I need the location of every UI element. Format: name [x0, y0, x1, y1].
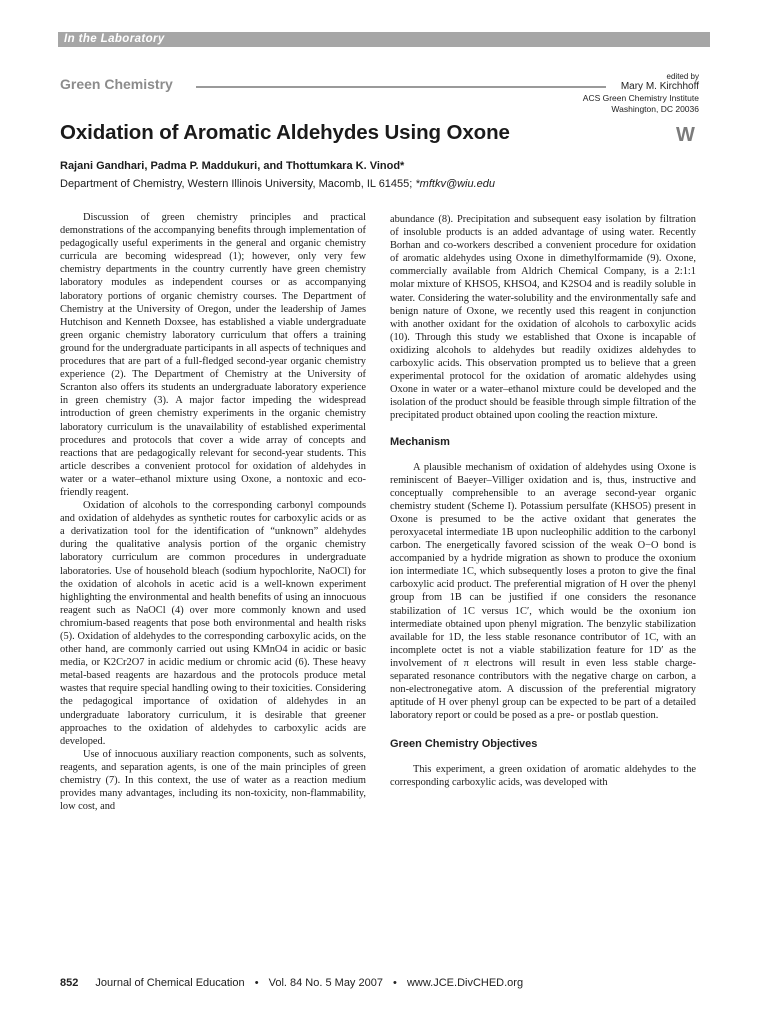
edited-by-label: edited by — [666, 72, 699, 81]
editor-location: Washington, DC 20036 — [611, 104, 699, 114]
page-number: 852 — [60, 977, 79, 989]
article-title: Oxidation of Aromatic Aldehydes Using Oxone — [60, 121, 510, 144]
footer-separator: • — [393, 977, 397, 989]
editor-block — [583, 72, 699, 115]
footer-separator: • — [254, 977, 259, 989]
body-paragraph: Discussion of green chemistry principles and practical demonstrations of the accompanying benefits through implementation of pedagogically useful experiments in the general and organic chemistry curricula are becoming widespread (1); however, only very few chemistry departments in the country currently have green chemistry laboratory modules as independent courses or as accompanying laboratory portions of organic chemistry courses. The Department of Chemistry at the University of Oregon, under the leadership of James Hutchison and Kenneth Doxsee, has established a viable undergraduate green organic chemistry laboratory curriculum that offers a training ground for the undergraduate participants in all aspects of techniques and procedures that are part of a full-fledged second-year organic chemistry experience (2). The Department of Chemistry at the University of Scranton also offers its students an undergraduate laboratory experience in green chemistry (3). A major factor impeding the widespread introduction of green chemistry experiments in the organic chemistry laboratory curriculum is the unavailability of established experimental procedures and protocols that cover a wide array of concepts and reactions that are pedagogically relevant for second-year students. This article describes a convenient protocol for oxidation of aldehydes in water or a water–ethanol mixture using Oxone, a nontoxic and eco-friendly reagent. — [60, 212, 366, 498]
body-paragraph: This experiment, a green oxidation of aromatic aldehydes to the corresponding carboxylic acids, was developed with — [390, 764, 696, 789]
section-header-bar — [58, 32, 710, 47]
journal-url[interactable]: www.JCE.DivCHED.org — [406, 977, 524, 989]
author-email: *mftkv@wiu.edu — [415, 178, 496, 190]
body-paragraph: Oxidation of alcohols to the corresponding carbonyl compounds and oxidation of aldehydes as synthetic routes for carboxylic acids or as a derivatization tool for the identification of “unknown” aldehydes during the qualitative analysis portion of the organic chemistry laboratory curriculum are common procedures in undergraduate laboratories. Use of household bleach (sodium hypochlorite, NaOCl) for the oxidation of alcohols in acetic acid is a well-known experiment highlighting the environmental and health benefits of using an innocuous reagent such as NaOCl (4) over more commonly known and used chromium-based reagents that pose both environmental and health risks (5). Oxidation of aldehydes to the corresponding carboxylic acids, on the other hand, are commonly carried out using KMnO4 in acidic or basic media, or K2Cr2O7 in acidic medium or chromic acid (6). These heavy metal-based reagents are hazardous and the protocols produce metal wastes that require special handling owing to their toxicities. Considering the pedagogical importance of oxidation of aldehydes in an undergraduate laboratory curriculum, it is desirable that greener approaches to the oxidation of aldehydes to carboxylic acids are developed. — [60, 500, 366, 747]
body-paragraph: abundance (8). Precipitation and subsequent easy isolation by filtration of insoluble products is an added advantage of using water. Recently Borhan and co-workers described a convenient procedure for oxidation of aromatic aldehydes using Oxone in dimethylformamide (9). Oxone, commercially available from Aldrich Chemical Company, is a 2:1:1 molar mixture of KHSO5, KHSO4, and K2SO4 and is readily soluble in water. Considering the water-solubility and the environmentally safe and benign nature of Oxone, we recently used this reagent in conjunction with another oxidant for the oxidation of alcohols to carboxylic acids (10). Through this study we established that Oxone is incapable of oxidizing alcohols to aldehydes but readily oxidizes aldehydes to carboxylic acids. This observation prompted us to believe that a green experimental protocol for the oxidation of aromatic aldehydes using Oxone in water or a water–ethanol mixture could be developed and the isolation of the product should be feasible through simple filtration of the precipitated product obtained upon cooling the reaction mixture. — [390, 214, 696, 422]
heading-objectives: Green Chemistry Objectives — [390, 738, 538, 751]
right-column — [390, 213, 696, 790]
web-supplement-icon: W — [676, 124, 695, 146]
editor-name: Mary M. Kirchhoff — [620, 81, 699, 92]
journal-name: Journal of Chemical Education — [95, 977, 245, 989]
column-tag: Green Chemistry — [60, 76, 173, 92]
affiliation — [60, 178, 495, 190]
body-paragraph: Use of innocuous auxiliary reaction components, such as solvents, reagents, and separation agents, is one of the main principles of green chemistry (7). In this context, the use of water as a reaction medium provides many advantages, including its non-toxicity, non-flammability, low cost, and — [60, 748, 366, 813]
heading-mechanism: Mechanism — [390, 435, 450, 448]
column-tag-rule — [196, 86, 606, 88]
editor-institute: ACS Green Chemistry Institute — [582, 93, 699, 103]
author-list: Rajani Gandhari, Padma P. Maddukuri, and Thottumkara K. Vinod* — [60, 160, 405, 172]
journal-volume: Vol. 84 No. 5 May 2007 — [268, 977, 383, 989]
body-paragraph: A plausible mechanism of oxidation of aldehydes using Oxone is reminiscent of Baeyer–Villiger oxidation and is, thus, instructive and conceptually comprehensible to an average second-year organic chemistry student (Scheme I). Potassium persulfate (KHSO5) present in Oxone is presumed to be the active oxidant that generates the peroxyacetal intermediate 1B upon nucleophilic addition to the carbonyl carbon. The energetically favored scission of the weak O−O bond is accompanied by a hydride migration as shown to produce the oxonium ion intermediate 1C, which subsequently loses a proton to give the final carboxylic acid product. The preferential migration of H over the phenyl group from 1B can be justified if one considers the resonance stabilization of 1C versus 1C′, which would be the oxonium ion intermediate obtained upon phenyl migration. The benzylic stabilization available for 1D, the less stable resonance contributor of 1C, with an incomplete octet is not a viable stabilization feature for 1D′ as the involvement of π electrons will result in even less stable charge-separated resonance contributors with the negative charge on carbon, a non-electronegative atom. A discussion of the preferential migratory aptitude of H over phenyl group can be expected to be part of a detailed laboratory report or could be posed as a pre- or postlab question. — [390, 461, 696, 722]
left-column — [60, 211, 366, 813]
affiliation-text: Department of Chemistry, Western Illinois University, Macomb, IL 61455; — [60, 178, 416, 190]
page-footer — [60, 977, 660, 989]
section-label: In the Laboratory — [64, 33, 165, 45]
